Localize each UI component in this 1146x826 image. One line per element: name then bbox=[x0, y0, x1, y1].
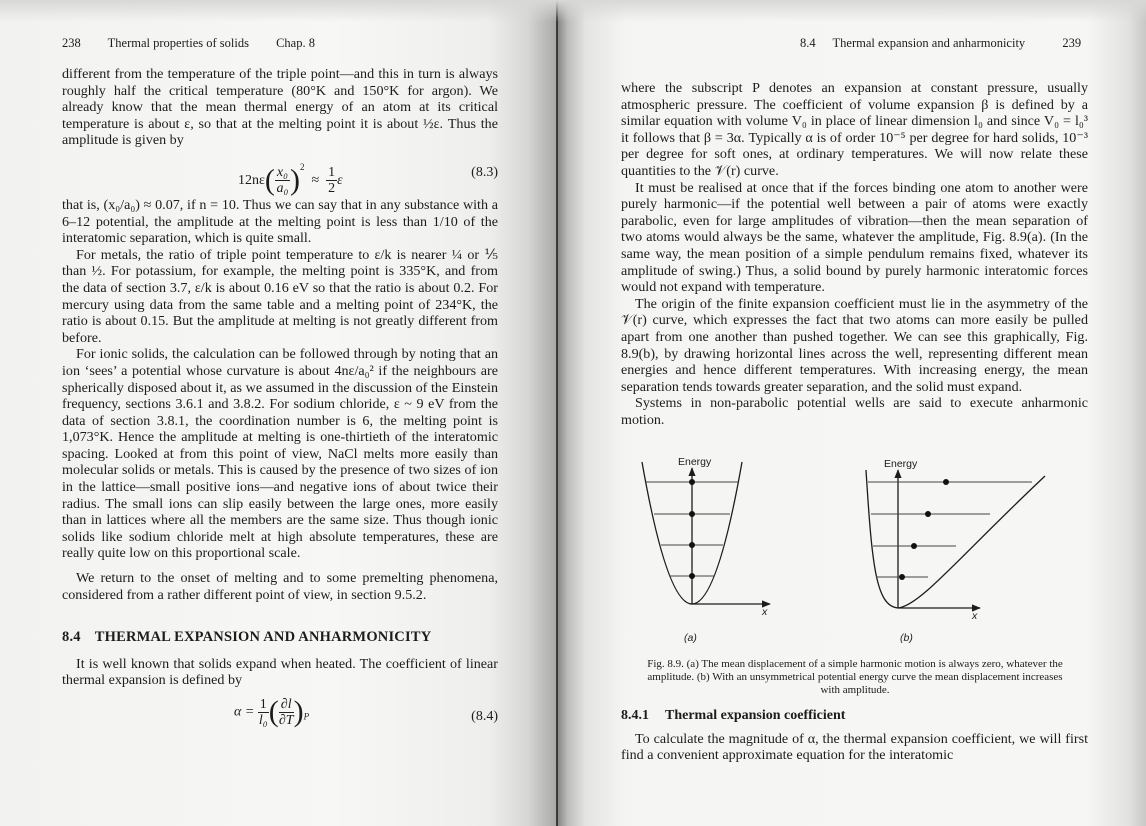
eq84-frac2-den: ∂T bbox=[278, 713, 294, 728]
left-running-head bbox=[62, 36, 315, 51]
left-paragraph-1: different from the temperature of the triple point—and this in turn is always roughly half the critical temperature (80°K and 150°K for argon). We already know that the mean thermal energy of an atom at its critical temperature is about ε, so that at the melting point it is about ½ε. Thus the amplitude is given by bbox=[62, 66, 498, 149]
right-text-block bbox=[621, 80, 1088, 428]
eq83-lhs: 12nε bbox=[238, 172, 265, 188]
book-spine-gutter bbox=[556, 0, 558, 826]
page-number-right: 239 bbox=[1062, 36, 1082, 50]
panel-a-mean-point bbox=[689, 479, 695, 485]
section-title: THERMAL EXPANSION AND ANHARMONICITY bbox=[94, 629, 432, 646]
panel-a-tag: (a) bbox=[684, 632, 697, 644]
panel-b-y-label: Energy bbox=[884, 458, 918, 470]
right-paragraph-1: where the subscript P denotes an expansion at constant pressure, usually atmospheric pressure. The coefficient of volume expansion β is defined by a similar equation with volume V₀ in place of linear dimension l₀ and since V₀ = l₀³ it follows that β = 3α. Typically α is of order 10⁻⁵ per degree for hard solids, 10⁻³ per degree for soft ones, at ordinary temperatures. We will now relate these quantities to the 𝒱(r) curve. bbox=[621, 80, 1088, 179]
panel-b-tag: (b) bbox=[900, 632, 913, 644]
subsection-title: Thermal expansion coefficient bbox=[665, 708, 846, 723]
eq83-frac-den: a₀ bbox=[276, 181, 289, 197]
eq83-exponent: 2 bbox=[299, 161, 305, 172]
panel-b-anharmonic-well bbox=[866, 470, 1045, 608]
eq83-frac-num: x₀ bbox=[276, 165, 288, 181]
eq83-rhs-var: ε bbox=[337, 172, 343, 188]
panel-b-mean-point bbox=[899, 574, 905, 580]
subsection-heading-8-4-1 bbox=[621, 708, 1088, 725]
left-paragraph-2: that is, (x₀/a₀) ≈ 0.07, if n = 10. Thus we can say that in any substance with a 6–12 potential, the amplitude at the melting point is less than 1/10 of the interatomic separation, which is quite small. bbox=[62, 196, 498, 247]
panel-a-harmonic-well bbox=[642, 462, 770, 604]
figure-drawing bbox=[640, 456, 1080, 646]
right-paragraph-4: Systems in non-parabolic potential wells are said to execute anharmonic motion. bbox=[621, 395, 1088, 428]
right-running-head bbox=[800, 36, 1081, 51]
panel-a-x-label: x bbox=[762, 606, 768, 618]
eq83-fraction bbox=[275, 165, 290, 196]
eq83-number: (8.3) bbox=[471, 164, 498, 180]
eq83-approx: ≈ bbox=[311, 172, 320, 188]
panel-b-curve bbox=[866, 470, 1045, 608]
section-number: 8.4 bbox=[62, 629, 81, 646]
left-running-title: Thermal properties of solids bbox=[107, 36, 249, 50]
panel-b-mean-point bbox=[911, 543, 917, 549]
eq84-frac1-den: l₀ bbox=[258, 713, 268, 728]
left-paragraph-6: It is well known that solids expand when heated. The coefficient of linear thermal expansion is defined by bbox=[62, 655, 498, 689]
chapter-label: Chap. 8 bbox=[276, 36, 315, 50]
right-paragraph-3: The origin of the finite expansion coefficient must lie in the asymmetry of the 𝒱(r) curve, which expresses the fact that two atoms can more easily be pulled apart from one another than pushed together. We can see this graphically, Fig. 8.9(b), by drawing horizontal lines across the well, representing different mean energies and hence different temperatures. With increasing energy, the mean separation tends towards greater separation, and the solid must expand. bbox=[621, 295, 1088, 395]
figure-8-9 bbox=[640, 456, 1080, 646]
eq84-lhs: α = bbox=[234, 704, 255, 720]
panel-a-mean-point bbox=[689, 573, 695, 579]
left-text-block bbox=[62, 66, 498, 743]
right-running-title: Thermal expansion and anharmonicity bbox=[832, 36, 1026, 50]
right-running-section: 8.4 bbox=[800, 36, 816, 50]
eq84-frac2-num: ∂l bbox=[280, 697, 292, 712]
panel-a-mean-point bbox=[689, 542, 695, 548]
eq84-subscript: P bbox=[303, 711, 310, 722]
eq83-rhs-den: 2 bbox=[328, 181, 336, 197]
equation-8-3: 12nε( $\frac{\text{x₀}}{\text{a₀}}$ )$^2$ ≈ $\frac{1}{2}$ ε (8.3) bbox=[238, 161, 498, 197]
panel-a-y-label: Energy bbox=[678, 456, 712, 468]
page-number-left: 238 bbox=[62, 36, 81, 50]
panel-b-x-label: x bbox=[972, 610, 978, 622]
left-paragraph-4: For ionic solids, the calculation can be followed through by noting that an ion ‘sees’ a potential whose curvature is about 4nε/a₀² if the neighbours are spherically disposed about it, as we assumed in the discussion of the Einstein frequency, sections 3.6.1 and 3.8.2. For sodium chloride, ε ~ 9 eV from the data of section 3.8.1, the coordination number is 6, the melting point is 1,073°K. Hence the amplitude at melting is one-thirtieth of the interatomic spacing. Looked at from this point of view, NaCl melts more easily than molecular solids or metals. This is caused by the presence of two sizes of ion in the lattice—small positive ions—and negative ions of about twice their radius. The small ions can slip easily between the large ones, more easily than in lattices where all the members are the same size. Thus though ionic solids like sodium chloride melt at high absolute temperatures, these are really quite low on this proportional scale. bbox=[62, 346, 498, 562]
panel-a-mean-point bbox=[689, 511, 695, 517]
left-paragraph-5: We return to the onset of melting and to some premelting phenomena, considered from a rather different point of view, in section 9.5.2. bbox=[62, 570, 498, 603]
figure-caption: Fig. 8.9. (a) The mean displacement of a simple harmonic motion is always zero, whatever the amplitude. (b) With an unsymmetrical potential energy curve the mean displacement increases with amplitude. bbox=[647, 658, 1063, 697]
panel-b-mean-point bbox=[943, 479, 949, 485]
right-text-block-lower bbox=[621, 708, 1088, 764]
panel-b-mean-point bbox=[925, 511, 931, 517]
subsection-number: 8.4.1 bbox=[621, 708, 649, 723]
right-paragraph-2: It must be realised at once that if the forces binding one atom to another were purely harmonic—if the potential well between a pair of atoms were exactly parabolic, even for large amplitudes of vibration—then the mean separation of two atoms would always be the same, whatever the amplitude, Fig. 8.9(a). (In the same way, the mean position of a simple pendulum remains fixed, whatever its amplitude of swing.) Thus, a solid bound by purely harmonic interatomic forces would not expand with temperature. bbox=[621, 179, 1088, 296]
equation-8-4: α = $\frac{1}{\text{l₀}}$ ( $\frac{\partial l}{\partial T}$ )$_P$ (8.4) bbox=[234, 695, 498, 729]
eq84-number: (8.4) bbox=[471, 709, 498, 724]
eq84-frac1-num: 1 bbox=[259, 697, 267, 712]
right-paragraph-5: To calculate the magnitude of α, the thermal expansion coefficient, we will first find a convenient approximate equation for the interatomic bbox=[621, 730, 1088, 764]
section-heading-8-4 bbox=[62, 629, 498, 646]
eq83-rhs-num: 1 bbox=[328, 165, 336, 181]
left-paragraph-3: For metals, the ratio of triple point temperature to ε/k is nearer ¼ or ⅕ than ½. For potassium, for example, the melting point is 335°K, and from the data of section 3.7, ε/k is about 0.16 eV so that the ratio is about 0.2. For mercury using data from the same table and a melting point of 234°K, the ratio is about 0.15. But the amplitude at melting is not greatly different from before. bbox=[62, 246, 498, 346]
top-shadow bbox=[0, 0, 1146, 22]
